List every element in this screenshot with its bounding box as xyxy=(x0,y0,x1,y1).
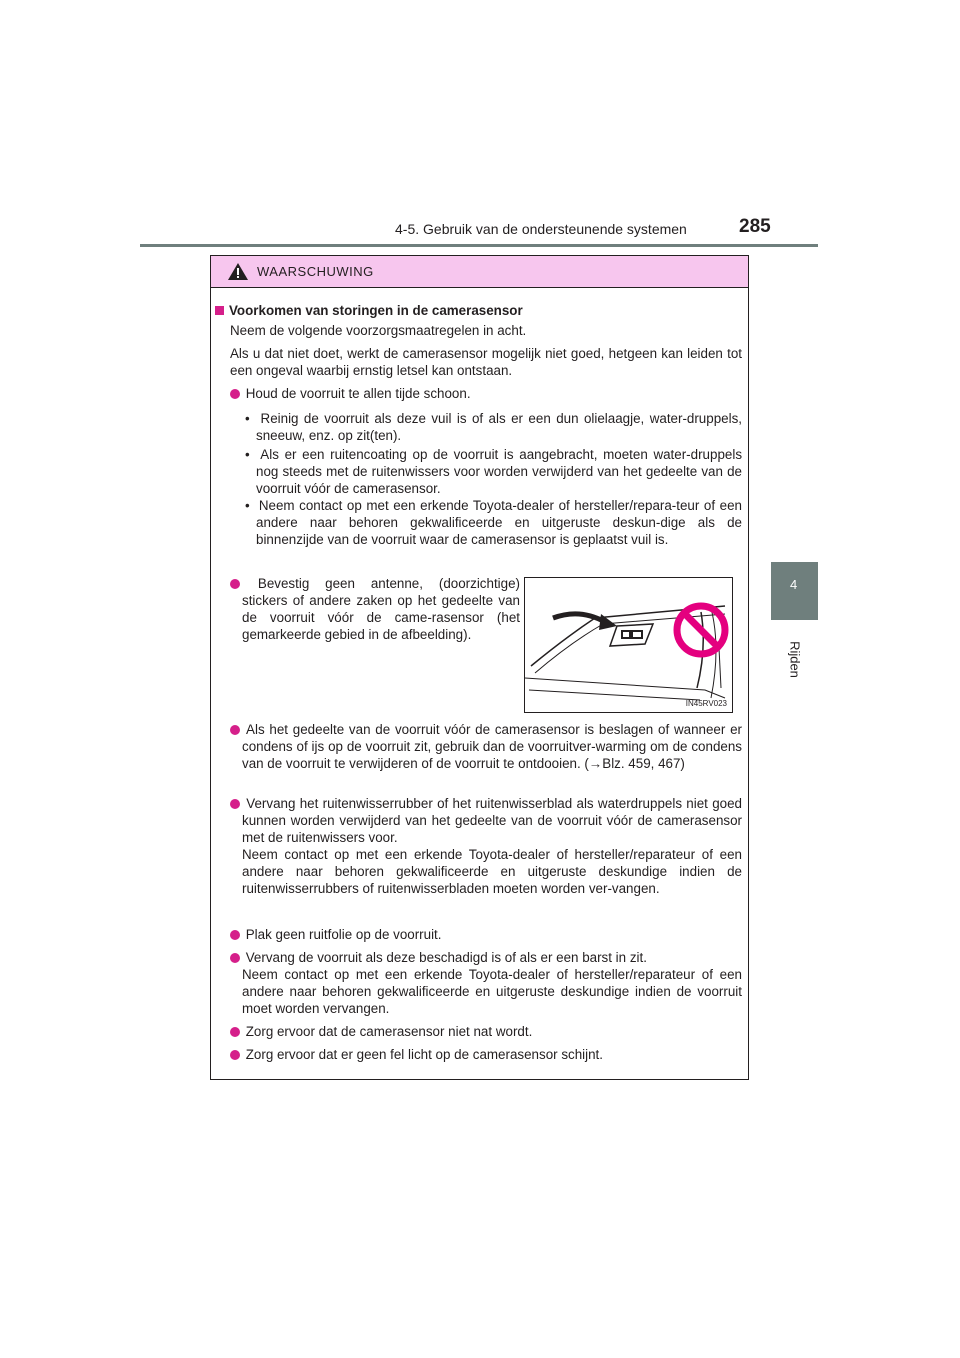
bullet-dot-icon xyxy=(230,579,240,589)
bullet-dot-icon xyxy=(230,1027,240,1037)
intro-paragraph-2: Als u dat niet doet, werkt de camerasensor mogelijk niet goed, hetgeen kan leiden tot een ongeval waarbij ernstig letsel kan ontstaan. xyxy=(230,346,742,378)
bullet-dot-icon xyxy=(230,930,240,940)
arrow-icon: → xyxy=(588,756,603,771)
page-number: 285 xyxy=(739,216,771,237)
bullet-condensation: Als het gedeelte van de voorruit vóór de camerasensor is beslagen of wanneer er condens of ijs op de voorruit zit, gebruik dan de voorruitver-warming om de condens van de voorruit te verwijderen of de voorruit te ontdooien. (→Blz. 459, 467) xyxy=(230,721,742,772)
header-section-title: 4-5. Gebruik van de ondersteunende systemen xyxy=(395,221,687,237)
bullet-dot-icon xyxy=(230,953,240,963)
warning-triangle-icon xyxy=(228,263,248,280)
bullet-dot-icon xyxy=(230,725,240,735)
sub-item-dealer: • Neem contact op met een erkende Toyota-dealer of hersteller/repara-teur of een andere naar behoren gekwalificeerde en uitgeruste deskun-dige als de binnenzijde van de voorruit waar de camerasensor is geplaatst vuil is. xyxy=(245,498,742,547)
warning-box xyxy=(210,255,749,1080)
bullet-no-tint: Plak geen ruitfolie op de voorruit. xyxy=(230,926,742,943)
section-heading: Voorkomen van storingen in de camerasensor xyxy=(215,302,523,319)
bullet-dot-icon xyxy=(230,389,240,399)
bullet-wiper: Vervang het ruitenwisserrubber of het ruitenwisserblad als waterdruppels niet goed kunnen worden verwijderd van het gedeelte van de voorruit vóór de camerasensor met de ruitenwissers voor. Neem contact op met een erkende Toyota-dealer of hersteller/reparateur of een andere naar behoren gekwalificeerde en uitgeruste deskundige indien de ruitenwisserrubbers of ruitenwisserbladen moeten worden ver-vangen. xyxy=(230,795,742,897)
bullet-keep-clean: Houd de voorruit te allen tijde schoon. xyxy=(230,385,742,402)
chapter-number: 4 xyxy=(790,577,798,592)
chapter-label: Rijden xyxy=(787,641,803,678)
bullet-replace-windshield: Vervang de voorruit als deze beschadigd is of als er een barst in zit. Neem contact op met een erkende Toyota-dealer of hersteller/reparateur of een andere naar behoren gekwalificeerde en uitgeruste deskundige indien de voorruit moet worden vervangen. xyxy=(230,949,742,1017)
warning-title: WAARSCHUWING xyxy=(257,264,374,279)
windshield-figure xyxy=(524,577,733,713)
sub-item-clean: • Reinig de voorruit als deze vuil is of als er een dun olielaagje, water-druppels, sneeuw, enz. op zit(ten). xyxy=(245,411,742,443)
bullet-dot-icon xyxy=(230,799,240,809)
bullet-no-stickers: Bevestig geen antenne, (doorzichtige) stickers of andere zaken op het gedeelte van de voorruit vóór de came-rasensor (het gemarkeerde gebied in de afbeelding). xyxy=(230,575,520,643)
bullet-no-bright-light: Zorg ervoor dat er geen fel licht op de camerasensor schijnt. xyxy=(230,1046,742,1063)
square-bullet-icon xyxy=(215,306,224,315)
intro-paragraph-1: Neem de volgende voorzorgsmaatregelen in acht. xyxy=(230,323,527,338)
header-rule xyxy=(140,244,818,247)
windshield-illustration xyxy=(525,578,733,713)
warning-header xyxy=(211,256,748,288)
bullet-dot-icon xyxy=(230,1050,240,1060)
bullet-keep-dry: Zorg ervoor dat de camerasensor niet nat wordt. xyxy=(230,1023,742,1040)
sub-item-coating: • Als er een ruitencoating op de voorruit is aangebracht, moeten water-druppels nog steeds met de ruitenwissers voor worden verwijderd van het gedeelte van de voorruit vóór de camerasensor. xyxy=(245,447,743,496)
figure-code: IN45RV023 xyxy=(685,699,727,708)
